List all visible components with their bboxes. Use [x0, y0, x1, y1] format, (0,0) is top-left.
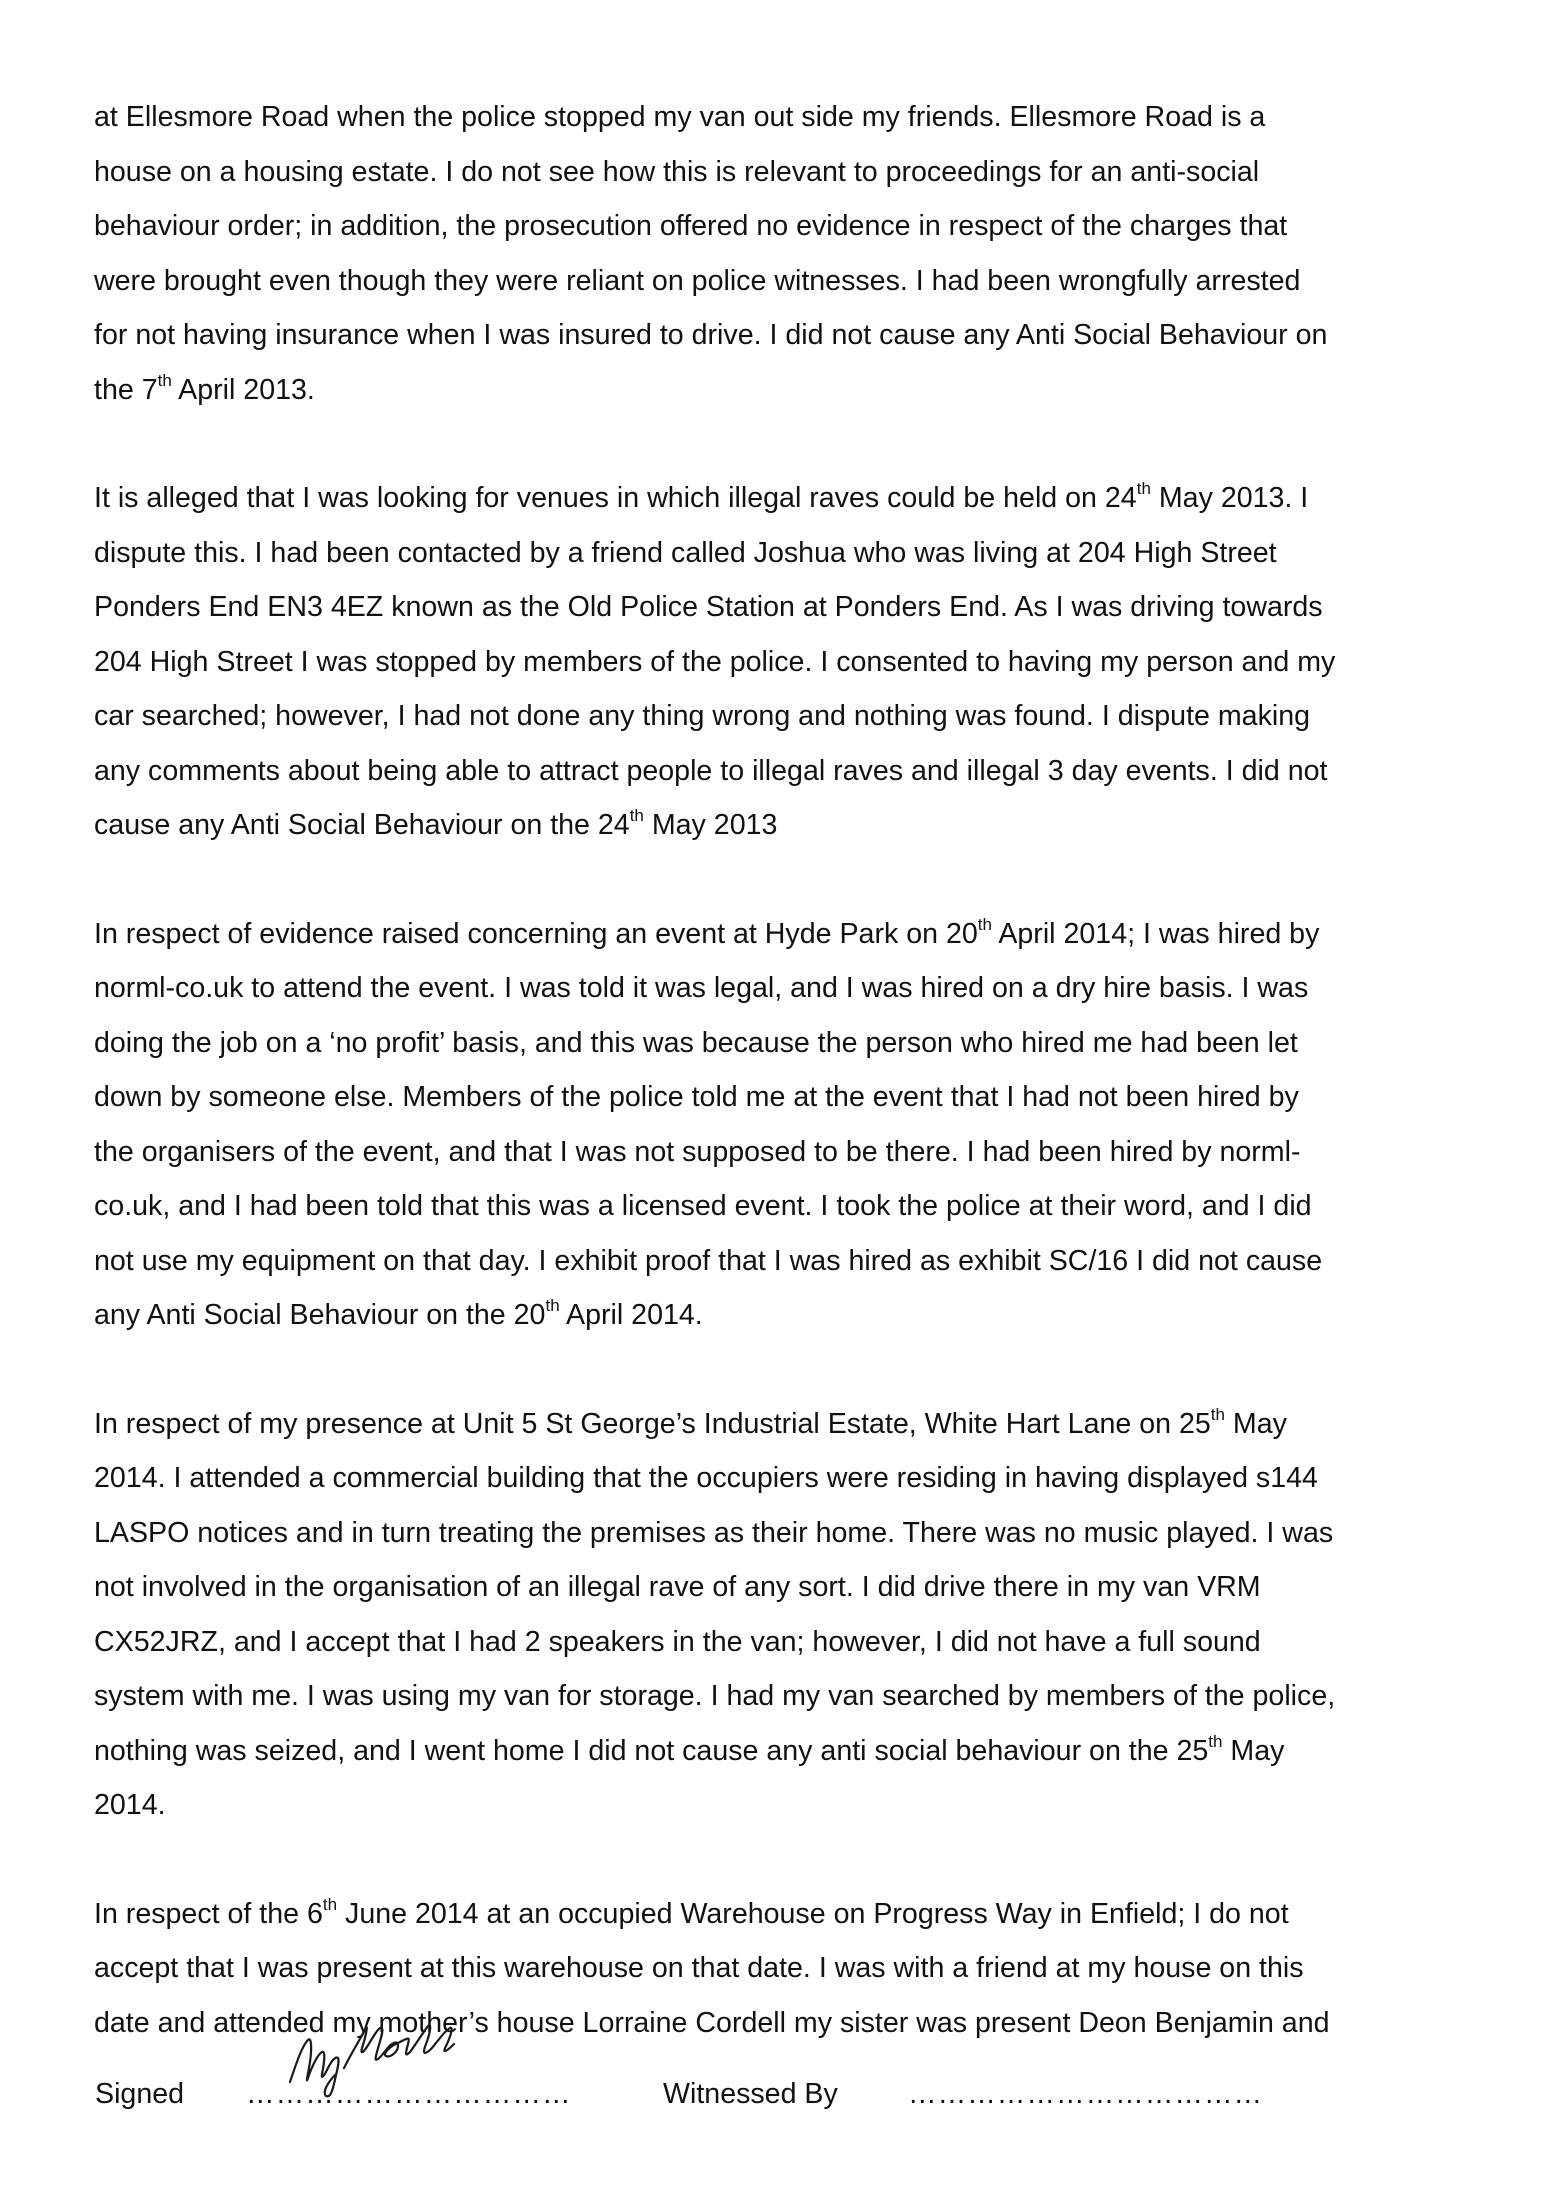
text-line: [94, 1234, 1474, 1289]
text-run: May: [1224, 1407, 1287, 1440]
text-run: 2014. I attended a commercial building that the occupiers were residing in having displayed s144: [94, 1462, 1318, 1494]
text-run: down by someone else. Members of the police told me at the event that I had not been hired by: [94, 1081, 1299, 1113]
text-run: April 2014; I was hired by: [991, 917, 1320, 950]
witnessed-line: ………………………………: [908, 2078, 1264, 2110]
text-run: accept that I was present at this warehouse on that date. I was with a friend at my house on this: [94, 1952, 1304, 1984]
text-run: CX52JRZ, and I accept that I had 2 speakers in the van; however, I did not have a full sound: [94, 1625, 1261, 1658]
text-run: doing the job on a ‘no profit’ basis, and this was because the person who hired me had been let: [94, 1026, 1298, 1059]
text-line: [94, 1397, 1474, 1452]
text-run: were brought even though they were reliant on police witnesses. I had been wrongfully arrested: [94, 264, 1301, 297]
statement-body: [94, 90, 1474, 2104]
text-line: [94, 1451, 1474, 1506]
text-line: [94, 580, 1474, 635]
witnessed-by-label: Witnessed By: [663, 2078, 838, 2110]
text-line: [94, 907, 1474, 962]
text-line: [94, 689, 1474, 744]
text-line: [94, 1506, 1474, 1561]
ordinal-superscript: th: [1136, 479, 1151, 499]
text-run: dispute this. I had been contacted by a friend called Joshua who was living at 204 High Street: [94, 536, 1277, 569]
text-run: not use my equipment on that day. I exhibit proof that I was hired as exhibit SC/16 I did not cause: [94, 1244, 1323, 1277]
text-run: not involved in the organisation of an illegal rave of any sort. I did drive there in my van VRM: [94, 1571, 1261, 1603]
ordinal-superscript: th: [977, 914, 992, 934]
text-line: [94, 254, 1474, 309]
text-run: behaviour order; in addition, the prosecution offered no evidence in respect of the charges that: [94, 210, 1288, 242]
text-line: [94, 798, 1474, 853]
ordinal-superscript: th: [1208, 1731, 1223, 1751]
text-line: [94, 1560, 1474, 1615]
text-line: [94, 1724, 1474, 1779]
text-line: [94, 363, 1474, 418]
text-run: April 2013.: [171, 373, 315, 406]
signed-line: ……………………………: [246, 2078, 572, 2110]
signed-label: Signed: [95, 2078, 185, 2110]
text-run: car searched; however, I had not done any thing wrong and nothing was found. I dispute making: [94, 700, 1311, 732]
text-run: May 2013. I: [1150, 482, 1309, 514]
text-run: In respect of evidence raised concerning an event at Hyde Park on 20: [94, 917, 978, 950]
text-line: [94, 1669, 1474, 1724]
text-run: any Anti Social Behaviour on the 20: [94, 1299, 546, 1331]
text-run: nothing was seized, and I went home I did not cause any anti social behaviour on the 25: [94, 1734, 1209, 1767]
text-run: system with me. I was using my van for storage. I had my van searched by members of the police,: [94, 1680, 1336, 1712]
text-line: [94, 1941, 1474, 1996]
text-line: [94, 961, 1474, 1016]
text-run: the organisers of the event, and that I was not supposed to be there. I had been hired by norml-: [94, 1135, 1301, 1168]
text-line: [94, 1179, 1474, 1234]
text-line: [94, 1887, 1474, 1942]
paragraph: [94, 907, 1474, 1343]
text-run: Ponders End EN3 4EZ known as the Old Police Station at Ponders End. As I was driving towards: [94, 591, 1323, 623]
text-line: [94, 1070, 1474, 1125]
text-line: [94, 1016, 1474, 1071]
text-run: house on a housing estate. I do not see how this is relevant to proceedings for an anti-social: [94, 155, 1260, 188]
text-line: [94, 1615, 1474, 1670]
text-line: [94, 1778, 1474, 1833]
text-run: norml-co.uk to attend the event. I was told it was legal, and I was hired on a dry hire basis. I was: [94, 972, 1309, 1004]
ordinal-superscript: th: [545, 1296, 560, 1316]
text-run: June 2014 at an occupied Warehouse on Progress Way in Enfield; I do not: [337, 1897, 1289, 1930]
text-line: [94, 471, 1474, 526]
paragraph: [94, 471, 1474, 853]
signature-row: [0, 2078, 1555, 2138]
text-run: 204 High Street I was stopped by members of the police. I consented to having my person and my: [94, 645, 1336, 678]
text-line: [94, 90, 1474, 145]
text-run: at Ellesmore Road when the police stopped my van out side my friends. Ellesmore Road is a: [94, 101, 1266, 133]
ordinal-superscript: th: [629, 806, 644, 826]
text-run: April 2014.: [559, 1299, 703, 1331]
text-line: [94, 199, 1474, 254]
text-run: co.uk, and I had been told that this was a licensed event. I took the police at their word, and I did: [94, 1190, 1312, 1222]
text-line: [94, 308, 1474, 363]
text-run: It is alleged that I was looking for venues in which illegal raves could be held on 24: [94, 482, 1137, 514]
text-line: [94, 526, 1474, 581]
text-line: [94, 1125, 1474, 1180]
ordinal-superscript: th: [322, 1894, 338, 1914]
text-run: In respect of the 6: [94, 1897, 323, 1930]
text-line: [94, 635, 1474, 690]
text-run: for not having insurance when I was insured to drive. I did not cause any Anti Social Behaviour on: [94, 319, 1328, 351]
text-run: May: [1222, 1734, 1285, 1767]
text-run: date and attended my mother’s house Lorraine Cordell my sister was present Deon Benjamin and: [94, 2006, 1330, 2039]
text-run: In respect of my presence at Unit 5 St George’s Industrial Estate, White Hart Lane on 25: [94, 1407, 1211, 1440]
text-line: [94, 744, 1474, 799]
text-run: cause any Anti Social Behaviour on the 24: [94, 809, 630, 841]
text-line: [94, 145, 1474, 200]
text-run: May 2013: [643, 809, 778, 841]
ordinal-superscript: th: [1210, 1404, 1225, 1424]
text-run: LASPO notices and in turn treating the premises as their home. There was no music played. I was: [94, 1516, 1334, 1549]
ordinal-superscript: th: [157, 370, 172, 390]
text-run: any comments about being able to attract people to illegal raves and illegal 3 day events. I did not: [94, 754, 1328, 787]
text-run: the 7: [94, 373, 158, 406]
text-line: [94, 1288, 1474, 1343]
text-run: 2014.: [94, 1789, 166, 1821]
paragraph: [94, 90, 1474, 417]
paragraph: [94, 1397, 1474, 1833]
